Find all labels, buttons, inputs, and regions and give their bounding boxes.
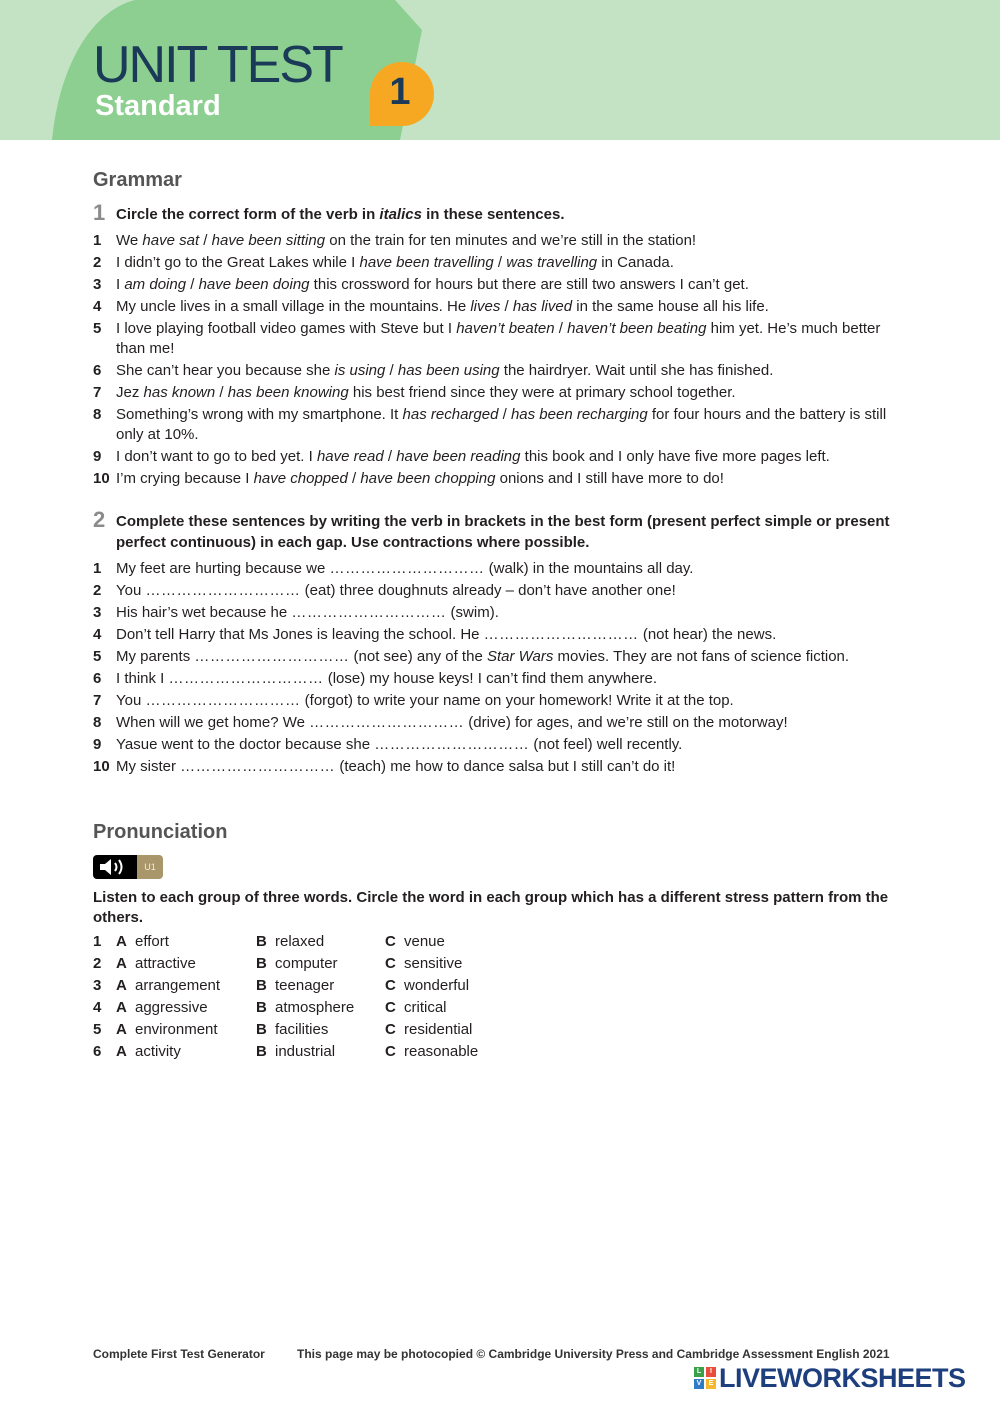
sentence-text: His hair’s wet because he	[116, 604, 292, 621]
exercise-item	[93, 319, 913, 359]
exercise-1-instruction	[116, 204, 913, 225]
row-number: 5	[93, 1021, 102, 1038]
answer-gap[interactable]: …………………………	[291, 604, 447, 621]
answer-gap[interactable]: …………………………	[168, 670, 324, 687]
instruction-text: in these sentences.	[421, 206, 565, 223]
exercise-1-list	[93, 231, 913, 491]
sentence-text: (not feel) well recently.	[529, 736, 683, 753]
word-option-a[interactable]: attractive	[135, 955, 196, 972]
item-number: 7	[93, 692, 102, 709]
page-header	[0, 0, 1000, 140]
item-number: 6	[93, 670, 102, 687]
word-option-c[interactable]: sensitive	[404, 955, 463, 972]
sentence-text: I	[116, 276, 125, 293]
sentence-text: You	[116, 692, 146, 709]
option-letter-b: B	[256, 999, 267, 1016]
option-letter-b: B	[256, 1021, 267, 1038]
sentence-text: for four hours and the battery is still only at 10%.	[116, 406, 887, 443]
exercise-2-header	[93, 507, 913, 553]
item-number: 3	[93, 604, 102, 621]
verb-option[interactable]: has been using	[397, 362, 500, 379]
sentence-text: /	[385, 362, 398, 379]
item-number: 7	[93, 384, 102, 401]
option-letter-a: A	[116, 933, 127, 950]
verb-option[interactable]: has lived	[512, 298, 573, 315]
unit-number-badge	[370, 62, 434, 126]
verb-option[interactable]: have been chopping	[360, 470, 496, 487]
answer-gap[interactable]: …………………………	[194, 648, 350, 665]
pronunciation-instruction: Listen to each group of three words. Circle the word in each group which has a different stress pattern from the others.	[93, 889, 889, 926]
option-letter-c: C	[385, 1043, 396, 1060]
sentence-text: When will we get home? We	[116, 714, 310, 731]
verb-option[interactable]: have been travelling	[359, 254, 494, 271]
exercise-item	[93, 469, 913, 489]
unit-test-subtitle: Standard	[95, 90, 221, 122]
item-number: 2	[93, 254, 102, 271]
exercise-2-instruction: Complete these sentences by writing the verb in brackets in the best form (present perfect simple or present perfect continuous) in each gap. Use contractions where possible.	[116, 513, 890, 551]
exercise-item	[93, 253, 913, 273]
word-option-b[interactable]: computer	[275, 955, 338, 972]
sentence-text: his best friend since they were at primary school together.	[348, 384, 736, 401]
sentence-text: /	[498, 406, 511, 423]
verb-option[interactable]: have sat	[142, 232, 200, 249]
item-number: 9	[93, 448, 102, 465]
sentence-text: I think I	[116, 670, 169, 687]
sentence-text: /	[493, 254, 507, 271]
row-number: 1	[93, 933, 102, 950]
option-letter-c: C	[385, 1021, 396, 1038]
verb-option[interactable]: haven’t been beating	[567, 320, 707, 337]
sentence-text: You	[116, 582, 146, 599]
word-option-c[interactable]: reasonable	[404, 1043, 479, 1060]
sentence-text: My uncle lives in a small village in the mountains. He	[116, 298, 471, 315]
sentence-text: /	[347, 470, 361, 487]
exercise-item	[93, 559, 913, 579]
option-letter-a: A	[116, 1043, 127, 1060]
verb-option[interactable]: has been knowing	[227, 384, 349, 401]
sentence-text: (walk) in the mountains all day.	[484, 560, 694, 577]
item-number: 2	[93, 582, 102, 599]
option-letter-b: B	[256, 1043, 267, 1060]
sentence-text: the hairdryer. Wait until she has finished.	[499, 362, 774, 379]
option-letter-c: C	[385, 977, 396, 994]
sentence-text: (lose) my house keys! I can’t find them anywhere.	[323, 670, 658, 687]
exercise-item	[93, 625, 913, 645]
verb-option[interactable]: Star Wars	[486, 648, 554, 665]
exercise-item	[93, 447, 913, 467]
item-number: 3	[93, 276, 102, 293]
speaker-icon	[93, 855, 137, 879]
word-option-c[interactable]: wonderful	[404, 977, 470, 994]
sentence-text: Don’t tell Harry that Ms Jones is leaving the school. He	[116, 626, 484, 643]
sentence-text: (teach) me how to dance salsa but I still can’t do it!	[335, 758, 676, 775]
sentence-text: I didn’t go to the Great Lakes while I	[116, 254, 360, 271]
item-number: 4	[93, 626, 102, 643]
verb-option[interactable]: is using	[334, 362, 386, 379]
sentence-text: (not hear) the news.	[638, 626, 777, 643]
option-letter-b: B	[256, 977, 267, 994]
pronunciation-section-title: Pronunciation	[93, 821, 228, 843]
instruction-text: Circle the correct form of the verb in	[116, 206, 380, 223]
exercise-item	[93, 383, 913, 403]
sentence-text: /	[554, 320, 568, 337]
footer-product-name: Complete First Test Generator	[93, 1347, 265, 1361]
option-letter-a: A	[116, 955, 127, 972]
exercise-item	[93, 735, 913, 755]
answer-gap[interactable]: …………………………	[145, 582, 301, 599]
word-option-a[interactable]: activity	[135, 1043, 181, 1060]
liveworksheets-tiles-icon	[694, 1367, 716, 1389]
sentence-text: Jez	[116, 384, 144, 401]
exercise-item	[93, 405, 913, 445]
word-option-c[interactable]: critical	[404, 999, 447, 1016]
option-letter-c: C	[385, 999, 396, 1016]
sentence-text: My sister	[116, 758, 181, 775]
sentence-text: (swim).	[446, 604, 499, 621]
sentence-text: Something’s wrong with my smartphone. It	[116, 406, 403, 423]
logo-tile: I	[706, 1367, 716, 1377]
word-option-a[interactable]: aggressive	[135, 999, 208, 1016]
sentence-text: movies. They are not fans of science fiction.	[553, 648, 850, 665]
sentence-text: /	[199, 232, 212, 249]
sentence-text: on the train for ten minutes and we’re still in the station!	[325, 232, 697, 249]
sentence-text: in the same house all his life.	[572, 298, 769, 315]
verb-option[interactable]: have been reading	[396, 448, 521, 465]
exercise-item	[93, 691, 913, 711]
option-letter-a: A	[116, 1021, 127, 1038]
answer-gap[interactable]: …………………………	[374, 736, 530, 753]
sentence-text: (not see) any of the	[349, 648, 487, 665]
row-number: 3	[93, 977, 102, 994]
sentence-text: /	[215, 384, 228, 401]
word-option-b[interactable]: relaxed	[275, 933, 325, 950]
exercise-1-header	[93, 200, 913, 225]
verb-option[interactable]: have chopped	[253, 470, 348, 487]
exercise-item	[93, 361, 913, 381]
item-number: 8	[93, 714, 102, 731]
word-option-a[interactable]: environment	[135, 1021, 218, 1038]
option-letter-b: B	[256, 933, 267, 950]
sentence-text: (eat) three doughnuts already – don’t have another one!	[300, 582, 676, 599]
audio-track-label: U1	[137, 855, 163, 879]
logo-tile: L	[694, 1367, 704, 1377]
answer-gap[interactable]: …………………………	[309, 714, 465, 731]
exercise-item	[93, 669, 913, 689]
exercise-item	[93, 581, 913, 601]
verb-option[interactable]: was travelling	[506, 254, 598, 271]
sentence-text: this crossword for hours but there are still two answers I can’t get.	[309, 276, 749, 293]
exercise-1-number: 1	[93, 200, 106, 225]
sentence-text: I love playing football video games with Steve but I	[116, 320, 457, 337]
logo-tile: E	[706, 1379, 716, 1389]
exercise-item	[93, 275, 913, 295]
option-letter-a: A	[116, 999, 127, 1016]
word-option-b[interactable]: teenager	[275, 977, 335, 994]
item-number: 5	[93, 648, 102, 665]
item-number: 6	[93, 362, 102, 379]
audio-play-button[interactable]	[93, 855, 163, 879]
row-number: 6	[93, 1043, 102, 1060]
item-number: 10	[93, 470, 110, 487]
option-letter-c: C	[385, 933, 396, 950]
row-number: 2	[93, 955, 102, 972]
answer-gap[interactable]: …………………………	[145, 692, 301, 709]
item-number: 9	[93, 736, 102, 753]
word-option-b[interactable]: atmosphere	[275, 999, 355, 1016]
unit-test-title: UNIT TEST	[93, 36, 342, 94]
unit-number: 1	[389, 71, 411, 113]
sentence-text: She can’t hear you because she	[116, 362, 335, 379]
word-option-a[interactable]: arrangement	[135, 977, 221, 994]
exercise-2-number: 2	[93, 507, 106, 532]
exercise-item	[93, 713, 913, 733]
sentence-text: this book and I only have five more pages left.	[520, 448, 830, 465]
liveworksheets-wordmark: LIVEWORKSHEETS	[719, 1363, 966, 1393]
item-number: 5	[93, 320, 102, 337]
grammar-section-title: Grammar	[93, 169, 182, 191]
sentence-text: (forgot) to write your name on your homework! Write it at the top.	[300, 692, 734, 709]
word-option-c[interactable]: venue	[404, 933, 445, 950]
sentence-text: We	[116, 232, 143, 249]
option-letter-b: B	[256, 955, 267, 972]
answer-gap[interactable]: …………………………	[329, 560, 485, 577]
liveworksheets-logo	[694, 1364, 990, 1392]
word-option-b[interactable]: industrial	[275, 1043, 336, 1060]
item-number: 8	[93, 406, 102, 423]
sentence-text: /	[186, 276, 199, 293]
exercise-item	[93, 647, 913, 667]
verb-option[interactable]: has recharged	[402, 406, 499, 423]
option-letter-c: C	[385, 955, 396, 972]
exercise-item	[93, 603, 913, 623]
verb-option[interactable]: haven’t beaten	[456, 320, 555, 337]
sentence-text: /	[383, 448, 397, 465]
verb-option[interactable]: has known	[143, 384, 216, 401]
item-number: 1	[93, 232, 102, 249]
answer-gap[interactable]: …………………………	[483, 626, 639, 643]
word-option-a[interactable]: effort	[135, 933, 169, 950]
sentence-text: I don’t want to go to bed yet. I	[116, 448, 317, 465]
sentence-text: him yet. He’s much better than me!	[116, 320, 881, 357]
sentence-text: My feet are hurting because we	[116, 560, 330, 577]
option-letter-a: A	[116, 977, 127, 994]
verb-option[interactable]: have been doing	[198, 276, 310, 293]
verb-option[interactable]: has been recharging	[510, 406, 648, 423]
instruction-italics-word: italics	[379, 206, 422, 223]
sentence-text: onions and I still have more to do!	[495, 470, 724, 487]
sentence-text: /	[500, 298, 513, 315]
exercise-item	[93, 297, 913, 317]
exercise-2-list	[93, 559, 913, 779]
footer-copyright: This page may be photocopied © Cambridge University Press and Cambridge Assessment English 2021	[297, 1347, 890, 1361]
item-number: 10	[93, 758, 110, 775]
sentence-text: Yasue went to the doctor because she	[116, 736, 375, 753]
answer-gap[interactable]: …………………………	[180, 758, 336, 775]
logo-tile: V	[694, 1379, 704, 1389]
verb-option[interactable]: have read	[316, 448, 384, 465]
row-number: 4	[93, 999, 102, 1016]
verb-option[interactable]: lives	[470, 298, 501, 315]
exercise-item	[93, 231, 913, 251]
item-number: 4	[93, 298, 102, 315]
word-option-c[interactable]: residential	[404, 1021, 473, 1038]
sentence-text: I’m crying because I	[116, 470, 254, 487]
word-option-b[interactable]: facilities	[275, 1021, 329, 1038]
exercise-item	[93, 757, 913, 777]
verb-option[interactable]: am doing	[124, 276, 187, 293]
sentence-text: My parents	[116, 648, 195, 665]
sentence-text: in Canada.	[597, 254, 674, 271]
verb-option[interactable]: have been sitting	[211, 232, 326, 249]
sentence-text: (drive) for ages, and we’re still on the motorway!	[464, 714, 788, 731]
item-number: 1	[93, 560, 102, 577]
